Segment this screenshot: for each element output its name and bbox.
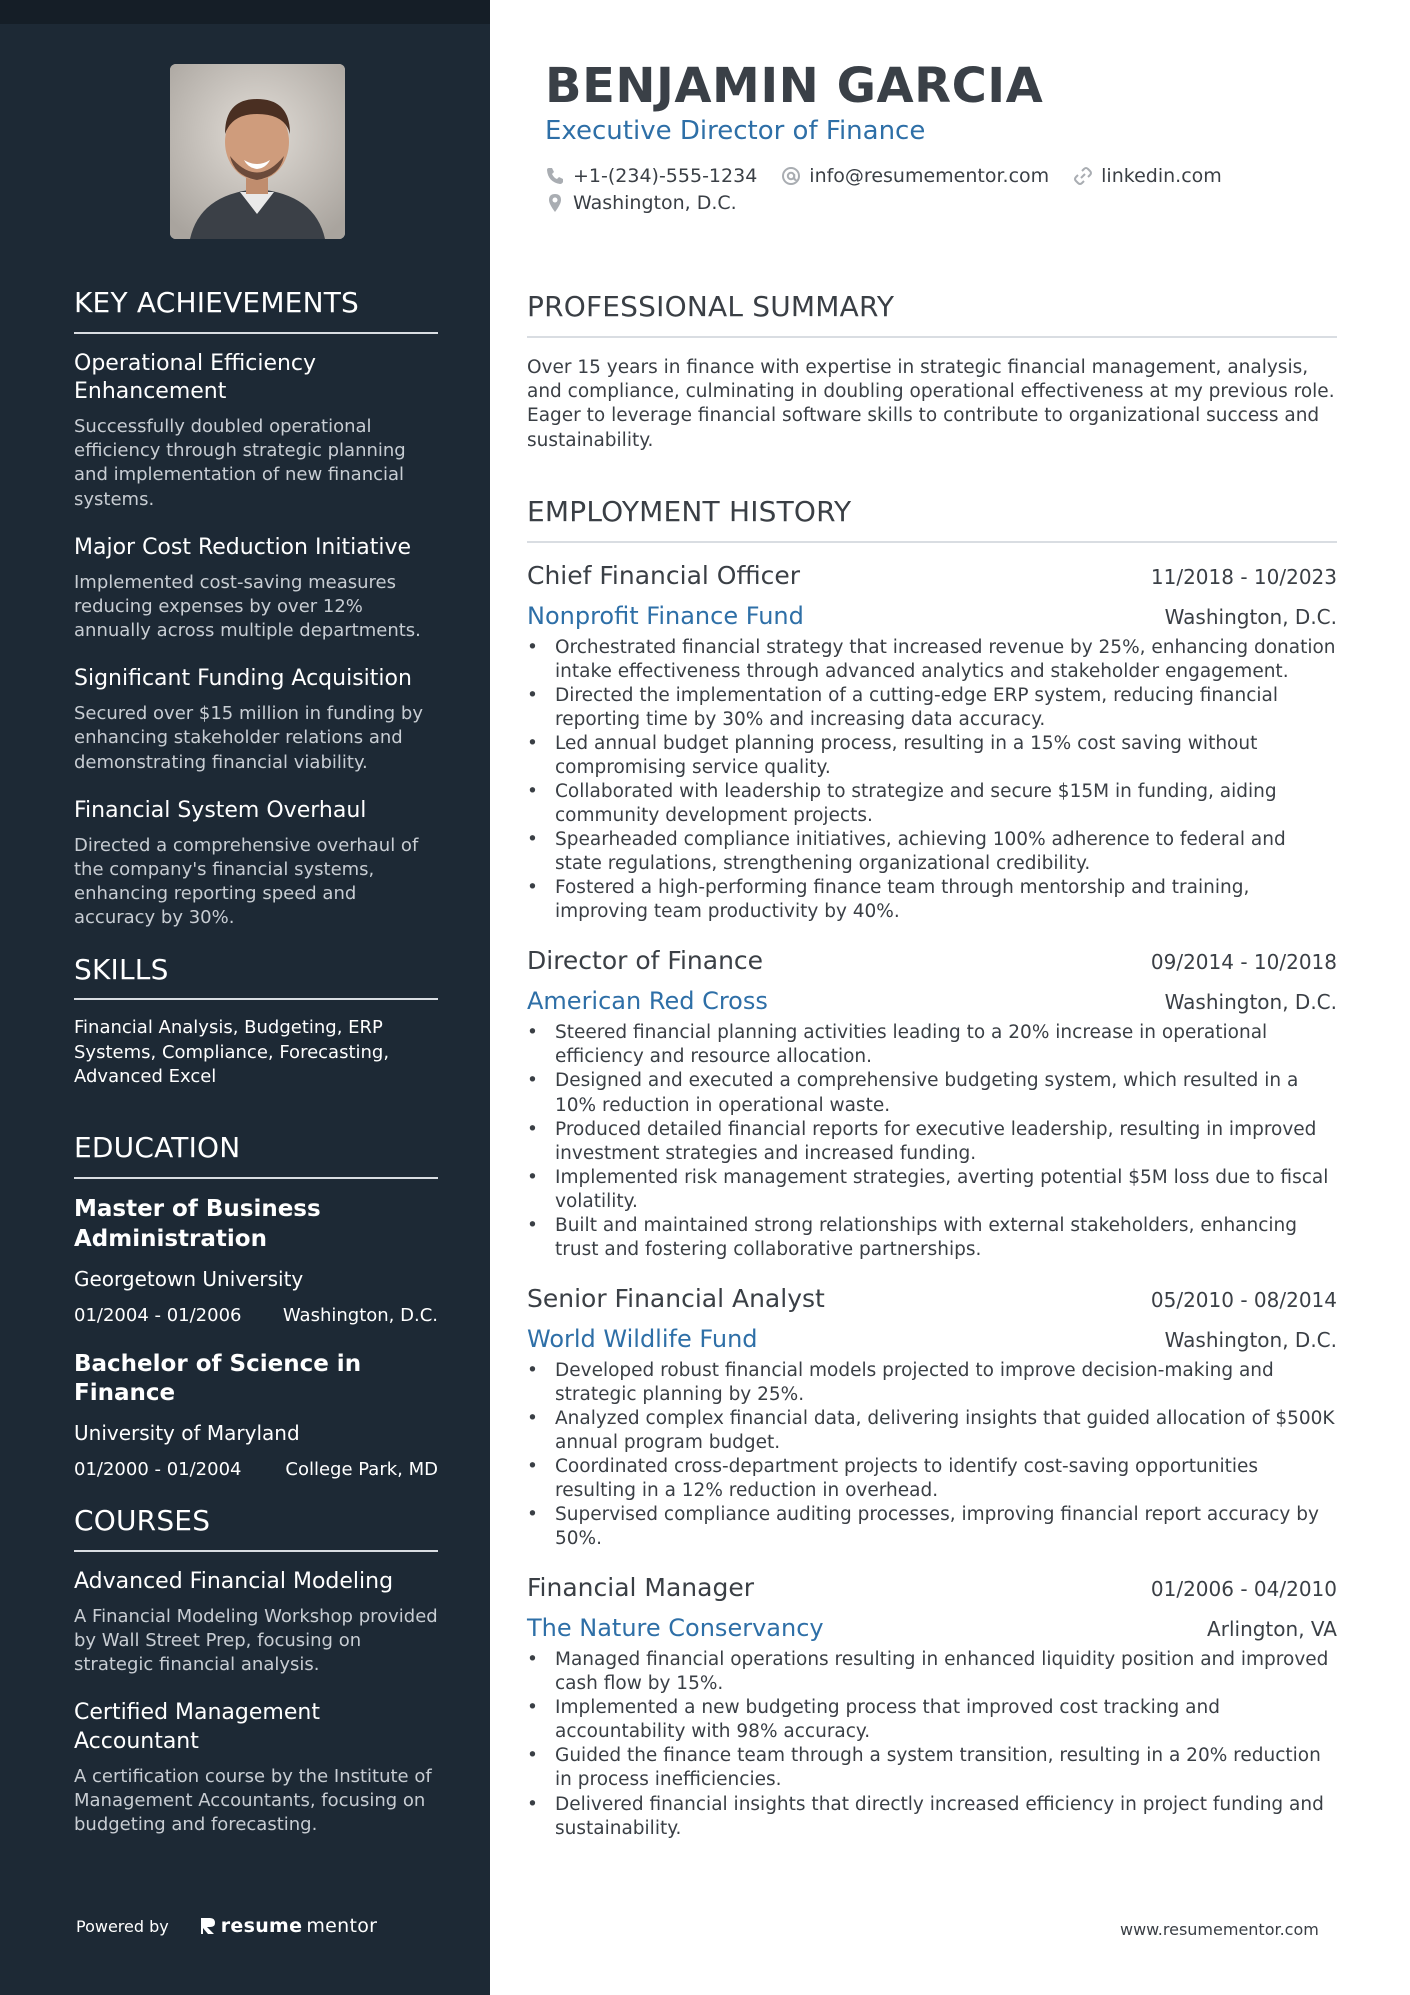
- list-item: • Directed the implementation of a cutting-edge ERP system, reducing financial reporting time by 30% and increasing data accuracy.: [527, 684, 1337, 732]
- education-school: Georgetown University: [74, 1266, 304, 1291]
- job-subheader: [527, 1325, 1337, 1353]
- achievement-title: Operational Efficiency Enhancement: [74, 350, 317, 405]
- profile-photo: [170, 64, 345, 239]
- list-item: • Orchestrated financial strategy that increased revenue by 25%, enhancing donation intake effectiveness through advanced analytics and stakeholder engagement.: [527, 636, 1337, 684]
- education-location: College Park, MD: [285, 1459, 438, 1481]
- course-title: Advanced Financial Modeling: [74, 1568, 394, 1594]
- job-location: Washington, D.C.: [1164, 990, 1337, 1015]
- achievement-item: [74, 350, 438, 512]
- achievement-item: [74, 534, 438, 643]
- summary-heading: PROFESSIONAL SUMMARY: [527, 290, 1337, 338]
- achievement-desc: Secured over $15 million in funding by enhancing stakeholder relations and demonstrating financial viability.: [74, 703, 423, 773]
- job-bullets: [527, 1021, 1337, 1261]
- phone-text: +1-(234)-555-1234: [573, 165, 758, 187]
- job-dates: 05/2010 - 08/2014: [1150, 1287, 1337, 1312]
- list-item: • Supervised compliance auditing processes, improving financial report accuracy by 50%.: [527, 1503, 1337, 1551]
- achievements-heading: KEY ACHIEVEMENTS: [74, 286, 438, 334]
- achievement-title: Major Cost Reduction Initiative: [74, 534, 412, 560]
- resumementor-logo[interactable]: [199, 1915, 378, 1937]
- job-entry: [527, 1284, 1337, 1551]
- contact-row: [545, 165, 1222, 187]
- list-item: • Managed financial operations resulting in enhanced liquidity position and improved cash flow by 15%.: [527, 1648, 1337, 1696]
- education-degree: Master of Business Administration: [74, 1195, 321, 1252]
- job-dates: 11/2018 - 10/2023: [1150, 564, 1337, 589]
- contact-row-2: [545, 192, 737, 214]
- list-item: • Steered financial planning activities leading to a 20% increase in operational efficiency and resource allocation.: [527, 1021, 1337, 1069]
- education-meta: [74, 1305, 438, 1326]
- candidate-title: Executive Director of Finance: [545, 116, 926, 146]
- main-column: [527, 290, 1337, 1863]
- education-item: [74, 1195, 438, 1326]
- candidate-name: BENJAMIN GARCIA: [545, 58, 1044, 114]
- achievement-title: Significant Funding Acquisition: [74, 666, 412, 692]
- phone-icon: [545, 166, 565, 186]
- job-bullets: [527, 636, 1337, 925]
- achievement-desc: Successfully doubled operational efficiency through strategic planning and implementation of new financial systems.: [74, 415, 406, 510]
- job-company: American Red Cross: [527, 987, 768, 1016]
- footer-url[interactable]: www.resumementor.com: [1120, 1920, 1319, 1939]
- contact-location: [545, 192, 737, 214]
- contact-email[interactable]: [781, 165, 1049, 187]
- job-entry: [527, 946, 1337, 1261]
- list-item: • Guided the finance team through a system transition, resulting in a 20% reduction in process inefficiencies.: [527, 1744, 1337, 1792]
- job-header: [527, 561, 1337, 590]
- skills-heading: SKILLS: [74, 953, 438, 1001]
- job-company: Nonprofit Finance Fund: [527, 601, 804, 630]
- sidebar-content: [74, 286, 438, 1860]
- job-entry: [527, 561, 1337, 925]
- job-title: Financial Manager: [527, 1573, 755, 1603]
- pin-icon: [545, 193, 565, 213]
- achievement-desc: Directed a comprehensive overhaul of the company's financial systems, enhancing reporting speed and accuracy by 30%.: [74, 834, 419, 929]
- education-heading: EDUCATION: [74, 1131, 438, 1179]
- job-title: Chief Financial Officer: [527, 560, 801, 590]
- at-icon: [781, 166, 801, 186]
- job-subheader: [527, 987, 1337, 1015]
- job-location: Arlington, VA: [1207, 1617, 1337, 1642]
- linkedin-text: linkedin.com: [1101, 165, 1222, 187]
- list-item: • Implemented risk management strategies, averting potential $5M loss due to fiscal volatility.: [527, 1166, 1337, 1214]
- education-dates: 01/2004 - 01/2006: [74, 1304, 242, 1326]
- job-bullets: [527, 1648, 1337, 1840]
- job-title: Director of Finance: [527, 946, 764, 976]
- course-title: Certified Management Accountant: [74, 1700, 320, 1755]
- list-item: • Collaborated with leadership to strategize and secure $15M in funding, aiding community development projects.: [527, 780, 1337, 828]
- education-meta: [74, 1459, 438, 1480]
- contact-linkedin[interactable]: [1073, 165, 1222, 187]
- education-school: University of Maryland: [74, 1421, 300, 1446]
- course-item: [74, 1568, 438, 1677]
- list-item: • Delivered financial insights that directly increased efficiency in project funding and sustainability.: [527, 1793, 1337, 1841]
- course-item: [74, 1699, 438, 1837]
- contact-phone[interactable]: [545, 165, 757, 187]
- list-item: • Fostered a high-performing finance team through mentorship and training, improving team productivity by 40%.: [527, 876, 1337, 924]
- job-subheader: [527, 602, 1337, 630]
- courses-heading: COURSES: [74, 1504, 438, 1552]
- profile-photo-illustration: [170, 64, 345, 239]
- job-dates: 09/2014 - 10/2018: [1150, 950, 1337, 975]
- job-title: Senior Financial Analyst: [527, 1283, 825, 1313]
- job-location: Washington, D.C.: [1164, 1327, 1337, 1352]
- course-desc: A Financial Modeling Workshop provided by Wall Street Prep, focusing on strategic financial analysis.: [74, 1605, 438, 1676]
- list-item: • Analyzed complex financial data, delivering insights that guided allocation of $500K annual program budget.: [527, 1407, 1337, 1455]
- location-text: Washington, D.C.: [573, 192, 737, 214]
- course-desc: A certification course by the Institute of Management Accountants, focusing on budgeting and forecasting.: [74, 1765, 432, 1836]
- list-item: • Built and maintained strong relationships with external stakeholders, enhancing trust and fostering collaborative partnerships.: [527, 1214, 1337, 1262]
- brand-bold: resume: [220, 1915, 303, 1937]
- job-entry: [527, 1573, 1337, 1840]
- brand-light: mentor: [306, 1915, 378, 1937]
- job-dates: 01/2006 - 04/2010: [1150, 1577, 1337, 1602]
- job-location: Washington, D.C.: [1164, 604, 1337, 629]
- powered-by: [76, 1915, 377, 1937]
- education-dates: 01/2000 - 01/2004: [74, 1459, 242, 1481]
- education-item: [74, 1350, 438, 1481]
- job-header: [527, 946, 1337, 975]
- summary-text: Over 15 years in finance with expertise in strategic financial management, analysis, and compliance, culminating in doubling operational effectiveness at my previous role. Eager to leverage financial software skills to contribute to organizational success and sustainability.: [527, 356, 1335, 451]
- achievement-item: [74, 797, 438, 931]
- list-item: • Coordinated cross-department projects to identify cost-saving opportunities resulting in a 12% reduction in overhead.: [527, 1455, 1337, 1503]
- achievement-title: Financial System Overhaul: [74, 797, 367, 823]
- education-location: Washington, D.C.: [282, 1304, 438, 1326]
- skills-list: Financial Analysis, Budgeting, ERP Systems, Compliance, Forecasting, Advanced Excel: [74, 1017, 390, 1087]
- job-company: World Wildlife Fund: [527, 1324, 758, 1353]
- list-item: • Developed robust financial models projected to improve decision-making and strategic planning by 25%.: [527, 1359, 1337, 1407]
- email-text: info@resumementor.com: [809, 165, 1050, 187]
- employment-heading: EMPLOYMENT HISTORY: [527, 495, 1337, 543]
- list-item: • Led annual budget planning process, resulting in a 15% cost saving without compromising service quality.: [527, 732, 1337, 780]
- job-bullets: [527, 1359, 1337, 1551]
- job-header: [527, 1573, 1337, 1602]
- list-item: • Spearheaded compliance initiatives, achieving 100% adherence to federal and state regulations, strengthening organizational credibility.: [527, 828, 1337, 876]
- job-subheader: [527, 1614, 1337, 1642]
- achievement-item: [74, 665, 438, 774]
- job-company: The Nature Conservancy: [527, 1614, 824, 1643]
- list-item: • Designed and executed a comprehensive budgeting system, which resulted in a 10% reduction in operational waste.: [527, 1069, 1337, 1117]
- powered-by-label: Powered by: [76, 1916, 169, 1936]
- list-item: • Produced detailed financial reports for executive leadership, resulting in improved investment strategies and increased funding.: [527, 1118, 1337, 1166]
- job-header: [527, 1284, 1337, 1313]
- resumementor-logo-icon: [199, 1916, 217, 1936]
- list-item: • Implemented a new budgeting process that improved cost tracking and accountability with 98% accuracy.: [527, 1696, 1337, 1744]
- link-icon: [1073, 166, 1093, 186]
- sidebar: [0, 0, 490, 1995]
- achievement-desc: Implemented cost-saving measures reducing expenses by over 12% annually across multiple departments.: [74, 571, 421, 642]
- education-degree: Bachelor of Science in Finance: [74, 1350, 362, 1407]
- sidebar-top-bar: [0, 0, 490, 24]
